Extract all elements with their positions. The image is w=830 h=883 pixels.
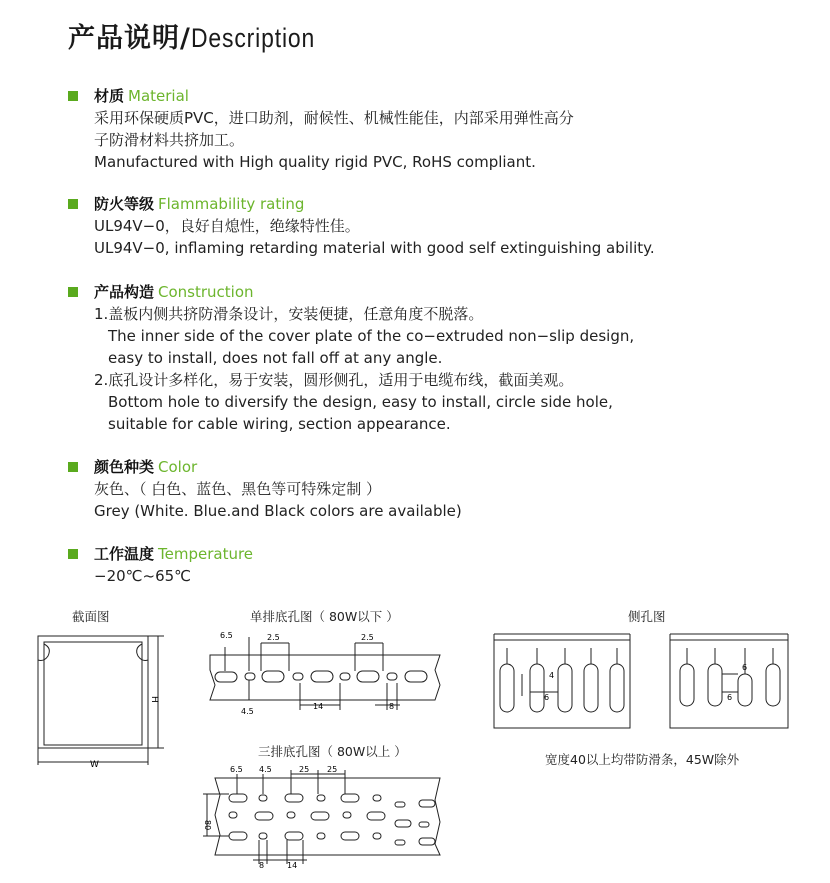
construction-line-4: 2.底孔设计多样化，易于安装，圆形侧孔，适用于电缆布线，截面美观。 <box>94 371 574 389</box>
section-heading: 颜色种类 Color <box>68 456 462 478</box>
dim-6-left: 6 <box>544 693 550 702</box>
triple-row-hole-diagram <box>195 760 450 872</box>
section-heading: 工作温度 Temperature <box>68 543 253 565</box>
dim-8: 8 <box>259 861 265 870</box>
title-cn: 产品说明 <box>68 23 180 54</box>
cross-section-diagram <box>30 630 170 775</box>
flammability-line-1: UL94V−0，良好自熄性，绝缘特性佳。 <box>94 217 360 235</box>
construction-line-6: suitable for cable wiring, section appearance. <box>108 415 451 433</box>
material-line-3: Manufactured with High quality rigid PVC, RoHS compliant. <box>94 153 536 171</box>
bullet-square-icon <box>68 199 78 209</box>
section-color <box>68 456 462 522</box>
section-material <box>68 85 574 173</box>
material-line-2: 子防滑材料共挤加工。 <box>94 131 245 149</box>
side-hole-diagram <box>488 628 798 733</box>
dim-14: 14 <box>313 702 324 711</box>
dim-4: 4 <box>549 671 555 680</box>
section-heading: 防火等级 Flammability rating <box>68 193 655 215</box>
color-line-2: Grey (White. Blue.and Black colors are available) <box>94 502 462 520</box>
dim-80: 80 <box>203 820 212 831</box>
title-en: Description <box>190 23 316 53</box>
bullet-square-icon <box>68 549 78 559</box>
dim-25-right: 25 <box>327 765 338 774</box>
dim-25-left: 25 <box>299 765 310 774</box>
section-flammability <box>68 193 655 259</box>
triple-row-label: 三排底孔图（ 80W以上 ） <box>258 744 407 759</box>
dim-14: 14 <box>287 861 298 870</box>
section-heading: 材质 Material <box>68 85 574 107</box>
construction-line-3: easy to install, does not fall off at any angle. <box>108 349 443 367</box>
dim-6-right: 6 <box>727 693 733 702</box>
dim-2-5-right: 2.5 <box>361 633 374 642</box>
single-row-label: 单排底孔图（ 80W以下 ） <box>250 609 399 624</box>
dim-w: W <box>90 760 99 770</box>
flammability-line-2: UL94V−0, inflaming retarding material with good self extinguishing ability. <box>94 239 655 257</box>
dim-2-5-left: 2.5 <box>267 633 280 642</box>
single-row-hole-diagram <box>205 625 450 720</box>
dim-6-top: 6 <box>742 663 748 672</box>
side-hole-label: 侧孔图 <box>628 609 666 624</box>
dim-h: H <box>149 696 159 703</box>
section-heading: 产品构造 Construction <box>68 281 634 303</box>
section-diagram-label: 截面图 <box>72 609 110 624</box>
material-line-1: 采用环保硬质PVC，进口助剂，耐候性、机械性能佳，内部采用弹性高分 <box>94 109 574 127</box>
dim-8: 8 <box>389 702 395 711</box>
section-construction <box>68 281 634 435</box>
bullet-square-icon <box>68 287 78 297</box>
construction-line-5: Bottom hole to diversify the design, easy to install, circle side hole, <box>108 393 613 411</box>
color-line-1: 灰色、（ 白色、蓝色、黑色等可特殊定制 ） <box>94 480 382 498</box>
temperature-line-1: −20℃~65℃ <box>94 567 192 585</box>
dim-4-5: 4.5 <box>241 707 254 716</box>
section-temperature <box>68 543 253 587</box>
dim-6-5: 6.5 <box>230 765 243 774</box>
title-sep: / <box>180 23 191 54</box>
dim-6-5: 6.5 <box>220 631 233 640</box>
construction-line-2: The inner side of the cover plate of the co−extruded non−slip design, <box>108 327 635 345</box>
construction-line-1: 1.盖板内侧共挤防滑条设计，安装便捷，任意角度不脱落。 <box>94 305 484 323</box>
page-title <box>68 16 337 55</box>
bullet-square-icon <box>68 462 78 472</box>
side-hole-note: 宽度40以上均带防滑条，45W除外 <box>545 752 740 767</box>
bullet-square-icon <box>68 91 78 101</box>
dim-4-5: 4.5 <box>259 765 272 774</box>
